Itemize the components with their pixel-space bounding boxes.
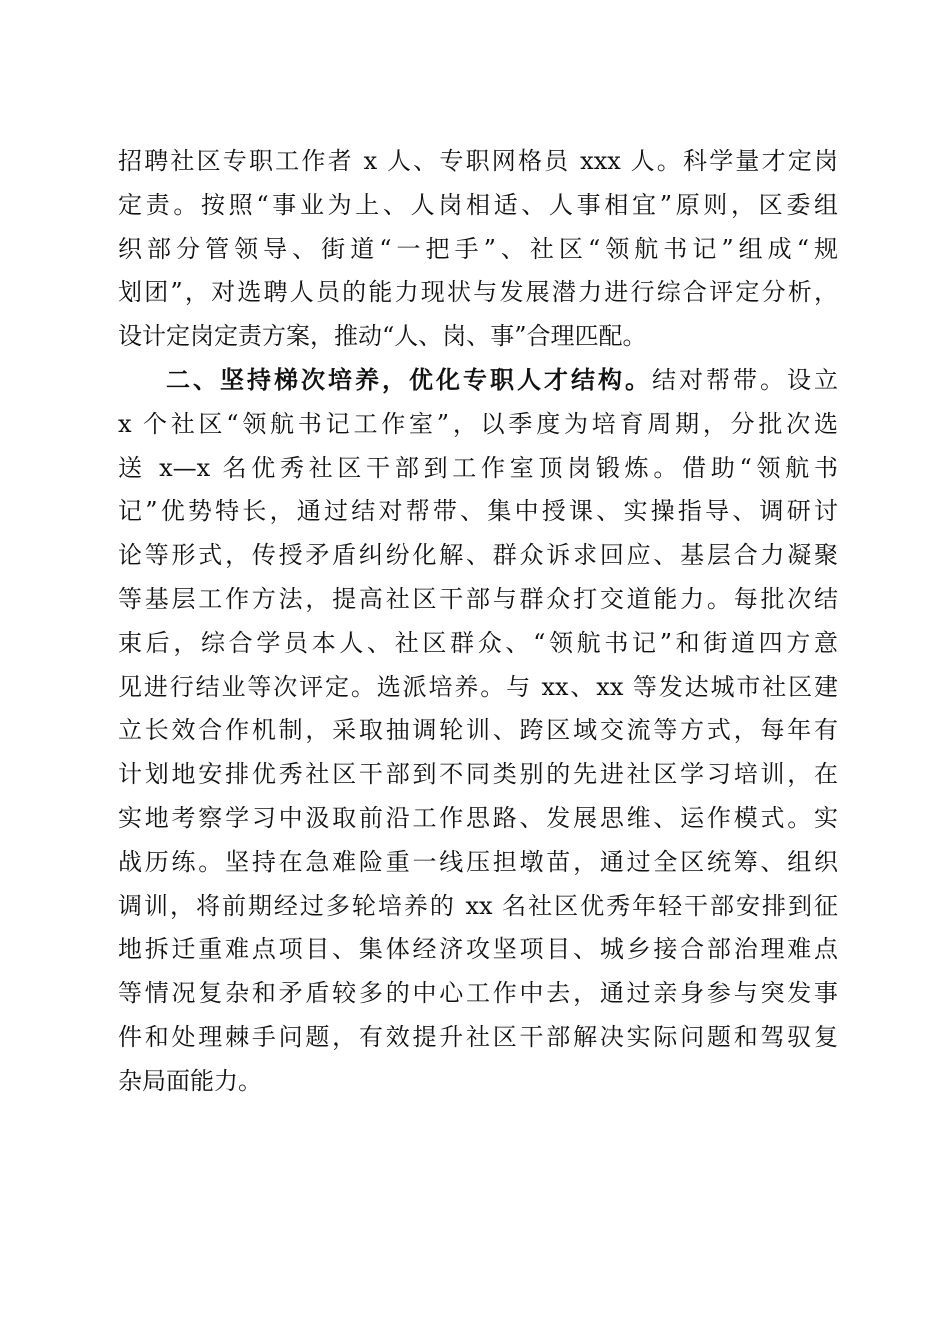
paragraph-2-line: 等基层工作方法，提高社区干部与群众打交道能力。每批次结 bbox=[118, 584, 838, 613]
paragraph-2-line: 件和处理棘手问题，有效提升社区干部解决实际问题和驾驭复 bbox=[118, 1022, 838, 1051]
paragraph-2-line: 等情况复杂和矛盾较多的中心工作中去，通过亲身参与突发事 bbox=[118, 979, 838, 1008]
paragraph-1-line: 织部分管领导、街道“一把手”、社区“领航书记”组成“规 bbox=[118, 234, 838, 263]
heading-line-rest: 结对帮带。设立 bbox=[652, 365, 838, 394]
paragraph-2-line: 实地考察学习中汲取前沿工作思路、发展思维、运作模式。实 bbox=[118, 803, 838, 832]
paragraph-2-line: 束后，综合学员本人、社区群众、“领航书记”和街道四方意 bbox=[118, 628, 838, 657]
paragraph-2-line: 见进行结业等次评定。选派培养。与 xx、xx 等发达城市社区建 bbox=[118, 672, 838, 701]
paragraph-2-line: 调训，将前期经过多轮培养的 xx 名社区优秀年轻干部安排到征 bbox=[118, 891, 838, 920]
section-heading: 二、坚持梯次培养，优化专职人才结构。 bbox=[166, 365, 652, 394]
paragraph-2-line: 地拆迁重难点项目、集体经济攻坚项目、城乡接合部治理难点 bbox=[118, 935, 838, 964]
paragraph-2-line: 战历练。坚持在急难险重一线压担墩苗，通过全区统筹、组织 bbox=[118, 847, 838, 876]
paragraph-2-line: 论等形式，传授矛盾纠纷化解、群众诉求回应、基层合力凝聚 bbox=[118, 541, 838, 570]
paragraph-2-line: x 个社区“领航书记工作室”，以季度为培育周期，分批次选 bbox=[118, 409, 838, 438]
paragraph-2-line: 立长效合作机制，采取抽调轮训、跨区域交流等方式，每年有 bbox=[118, 716, 838, 745]
paragraph-1-line: 招聘社区专职工作者 x 人、专职网格员 xxx 人。科学量才定岗 bbox=[118, 147, 838, 175]
paragraph-2-line: 送 x—x 名优秀社区干部到工作室顶岗锻炼。借助“领航书 bbox=[118, 453, 838, 482]
paragraph-2-line: 记”优势特长，通过结对帮带、集中授课、实操指导、调研讨 bbox=[118, 497, 838, 526]
paragraph-1-line: 设计定岗定责方案，推动“人、岗、事”合理匹配。 bbox=[118, 322, 647, 351]
body-text bbox=[118, 140, 838, 1104]
paragraph-1-line: 定责。按照“事业为上、人岗相适、人事相宜”原则，区委组 bbox=[118, 190, 838, 219]
paragraph-2-line: 杂局面能力。 bbox=[118, 1066, 262, 1095]
paragraph-2-line: 计划地安排优秀社区干部到不同类别的先进社区学习培训，在 bbox=[118, 760, 838, 789]
paragraph-2-first-line bbox=[118, 359, 838, 403]
paragraph-1-line: 划团”，对选聘人员的能力现状与发展潜力进行综合评定分析， bbox=[118, 278, 838, 307]
